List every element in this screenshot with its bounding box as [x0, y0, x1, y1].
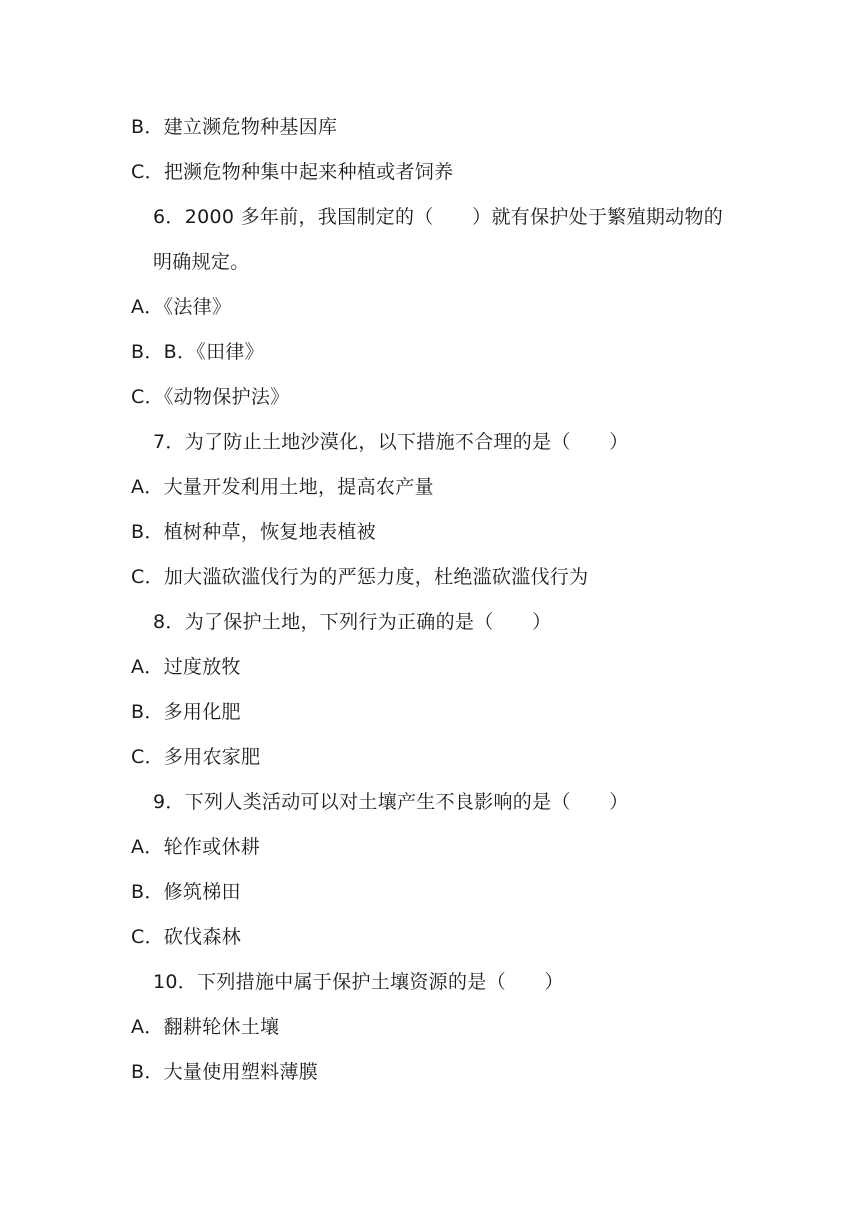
option-b-q8: B．多用化肥 — [131, 701, 241, 723]
option-c-q8: C．多用农家肥 — [131, 746, 261, 768]
option-a-q6: A．《法律》 — [131, 296, 232, 318]
option-c-q7: C．加大滥砍滥伐行为的严惩力度，杜绝滥砍滥伐行为 — [131, 566, 589, 588]
question-9: 9．下列人类活动可以对土壤产生不良影响的是（ ） — [153, 791, 629, 813]
option-b-q10: B．大量使用塑料薄膜 — [131, 1061, 319, 1083]
option-b-q5: B．建立濒危物种基因库 — [131, 116, 338, 138]
question-7: 7．为了防止土地沙漠化，以下措施不合理的是（ ） — [153, 431, 629, 453]
option-a-q10: A．翻耕轮休土壤 — [131, 1016, 280, 1038]
option-c-q5: C．把濒危物种集中起来种植或者饲养 — [131, 161, 454, 183]
option-a-q8: A．过度放牧 — [131, 656, 241, 678]
option-b-q9: B．修筑梯田 — [131, 881, 241, 903]
question-6: 6．2000 多年前，我国制定的（ ）就有保护处于繁殖期动物的 — [153, 206, 724, 228]
option-a-q9: A．轮作或休耕 — [131, 836, 261, 858]
question-10: 10．下列措施中属于保护土壤资源的是（ ） — [153, 971, 564, 993]
question-6-continuation: 明确规定。 — [153, 251, 250, 273]
option-b-q6: B．B．《田律》 — [131, 341, 264, 363]
option-c-q6: C．《动物保护法》 — [131, 386, 290, 408]
option-b-q7: B．植树种草，恢复地表植被 — [131, 521, 376, 543]
option-c-q9: C．砍伐森林 — [131, 926, 242, 948]
question-8: 8．为了保护土地，下列行为正确的是（ ） — [153, 611, 552, 633]
option-a-q7: A．大量开发利用土地，提高农产量 — [131, 476, 434, 498]
